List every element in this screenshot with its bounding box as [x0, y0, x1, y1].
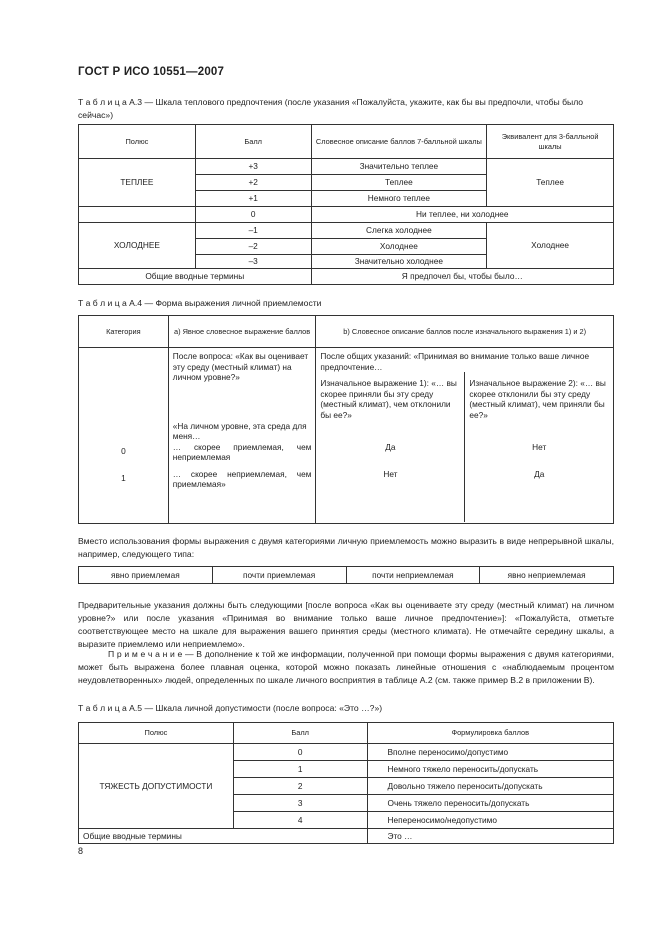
- score-cell: +3: [195, 159, 311, 175]
- general-terms-label: Общие вводные термины: [79, 829, 368, 844]
- table-row: [79, 316, 614, 348]
- table-a3-caption: [78, 96, 618, 122]
- general-terms-value: Это …: [367, 829, 613, 844]
- description-cell: Холоднее: [311, 239, 487, 255]
- general-terms-label: Общие вводные термины: [79, 269, 312, 285]
- description-cell: Значительно холоднее: [311, 255, 487, 269]
- description-cell: Вполне переносимо/допустимо: [367, 744, 613, 761]
- empty-cell: [79, 207, 196, 223]
- scale-cell: почти неприемлемая: [346, 567, 480, 584]
- column-header: Балл: [195, 125, 311, 159]
- column-b1-header: Изначальное выражение 1): «… вы скорее приняли бы эту среду (местный климат), чем отклонили бы ее?»: [320, 378, 457, 420]
- score-cell: 0: [233, 744, 367, 761]
- b2-value: Да: [534, 468, 545, 479]
- table-a4-caption-prefix: Т а б л и ц а: [78, 298, 127, 308]
- table-a5: [78, 722, 614, 844]
- paragraph-continuous-scale: Вместо использования формы выражения с двумя категориями личную приемлемость можно выразить в виде непрерывной шкалы, например, следующего типа:: [78, 536, 614, 559]
- column-header: Полюс: [79, 723, 234, 744]
- scale-cell: почти приемлемая: [212, 567, 346, 584]
- table-row: [79, 829, 614, 844]
- table-a4-caption: [78, 297, 618, 310]
- b1-value: Да: [385, 442, 396, 452]
- column-a-item: … скорее неприемлемая, чем приемлемая»: [172, 468, 312, 489]
- column-header: b) Словесное описание баллов после изначального выражения 1) и 2): [316, 316, 614, 348]
- page-number: 8: [78, 846, 84, 856]
- table-row: [79, 269, 614, 285]
- column-header: Полюс: [79, 125, 196, 159]
- table-row: [79, 348, 614, 524]
- table-a4-caption-text: А.4 — Форма выражения личной приемлемости: [126, 298, 322, 308]
- column-header: Эквивалент для 3-балльной шкалы: [487, 125, 614, 159]
- table-a4: [78, 315, 614, 524]
- column-header: Категория: [79, 316, 169, 348]
- table-row: [79, 223, 614, 239]
- score-cell: –2: [195, 239, 311, 255]
- score-cell: –1: [195, 223, 311, 239]
- description-cell: Немного теплее: [311, 191, 487, 207]
- table-a3-caption-prefix: Т а б л и ц а: [78, 97, 127, 107]
- column-b-split: [316, 372, 613, 522]
- description-cell: Немного тяжело переносить/допускать: [367, 761, 613, 778]
- column-a-question: После вопроса: «Как вы оценивает эту среду (местный климат) на личном уровне?»: [172, 351, 309, 382]
- column-a-cell: [168, 348, 316, 524]
- table-row: [79, 125, 614, 159]
- column-b-cell: [316, 348, 614, 524]
- table-row: [79, 567, 614, 584]
- description-cell: Очень тяжело переносить/допускать: [367, 795, 613, 812]
- score-cell: 1: [233, 761, 367, 778]
- scale-cell: явно неприемлемая: [480, 567, 614, 584]
- table-row: [79, 744, 614, 761]
- score-cell: –3: [195, 255, 311, 269]
- b1-value: Нет: [383, 468, 398, 479]
- column-b-intro: После общих указаний: «Принимая во внимание только ваше личное предпочтение…: [320, 351, 590, 372]
- column-b1: [316, 372, 465, 522]
- table-row: [79, 723, 614, 744]
- equivalent-colder: Холоднее: [487, 223, 614, 269]
- category-cell: [79, 348, 169, 524]
- column-a-prompt: «На личном уровне, эта среда для меня…: [172, 420, 307, 441]
- description-cell: Непереносимо/недопустимо: [367, 812, 613, 829]
- table-row: [79, 207, 614, 223]
- score-cell: 4: [233, 812, 367, 829]
- score-cell: 2: [233, 778, 367, 795]
- description-cell: Ни теплее, ни холоднее: [311, 207, 613, 223]
- standard-header: ГОСТ Р ИСО 10551—2007: [78, 66, 225, 78]
- table-a3-caption-text: А.3 — Шкала теплового предпочтения (после указания «Пожалуйста, укажите, как бы вы предпочли, чтобы было сейчас»): [78, 97, 584, 120]
- table-a5-caption-prefix: Т а б л и ц а: [78, 703, 127, 713]
- description-cell: Значительно теплее: [311, 159, 487, 175]
- score-cell: +2: [195, 175, 311, 191]
- category-value: 1: [121, 472, 126, 483]
- pole-cell: ТЯЖЕСТЬ ДОПУСТИМОСТИ: [79, 744, 234, 829]
- scale-cell: явно приемлемая: [79, 567, 213, 584]
- note: [78, 648, 614, 687]
- column-b2: [465, 372, 613, 522]
- description-cell: Слегка холоднее: [311, 223, 487, 239]
- continuous-scale-table: [78, 566, 614, 584]
- general-terms-value: Я предпочел бы, чтобы было…: [311, 269, 613, 285]
- score-cell: +1: [195, 191, 311, 207]
- description-cell: Довольно тяжело переносить/допускать: [367, 778, 613, 795]
- score-cell: 3: [233, 795, 367, 812]
- note-label: П р и м е ч а н и е: [108, 649, 183, 659]
- score-cell: 0: [195, 207, 311, 223]
- description-cell: Теплее: [311, 175, 487, 191]
- column-header: а) Явное словесное выражение баллов: [168, 316, 316, 348]
- column-header: Формулировка баллов: [367, 723, 613, 744]
- table-row: [79, 159, 614, 175]
- table-a3: [78, 124, 614, 285]
- pole-colder: ХОЛОДНЕЕ: [79, 223, 196, 269]
- paragraph-instructions: Предварительные указания должны быть следующими [после вопроса «Как вы оцениваете эту среду (местный климат) на личном уровне?» или после указания «Принимая во внимание только ваше личное предпочтение»]: «Пожалуйста, отметьте соответствующее место на шкале для выражения вашего принятия среды (местного климата). Не отмечайте середину шкалы, а выразите приемлемо или неприемлемо».: [78, 600, 614, 649]
- category-value: 0: [121, 446, 126, 456]
- equivalent-warmer: Теплее: [487, 159, 614, 207]
- b2-value: Нет: [532, 442, 547, 452]
- table-a5-caption: [78, 702, 618, 715]
- column-header: Словесное описание баллов 7-балльной шкалы: [311, 125, 487, 159]
- column-b2-header: Изначальное выражение 2): «… вы скорее отклонили бы эту среду (местный климат), чем приняли бы ее?»: [469, 378, 606, 420]
- table-a5-caption-text: А.5 — Шкала личной допустимости (после вопроса: «Это …?»): [126, 703, 383, 713]
- column-a-item: … скорее приемлемая, чем неприемлемая: [172, 441, 312, 462]
- pole-warmer: ТЕПЛЕЕ: [79, 159, 196, 207]
- column-header: Балл: [233, 723, 367, 744]
- note-text: — В дополнение к той же информации, полученной при помощи формы выражения с двумя категориями, может быть выражена более плавная оценка, которой можно показать линейные отношения с «наблюдаемым процентом неудовлетворенных» людей, определенных по шкале личного восприятия в таблице А.2 (см. также пример В.2 в приложении В).: [78, 649, 614, 685]
